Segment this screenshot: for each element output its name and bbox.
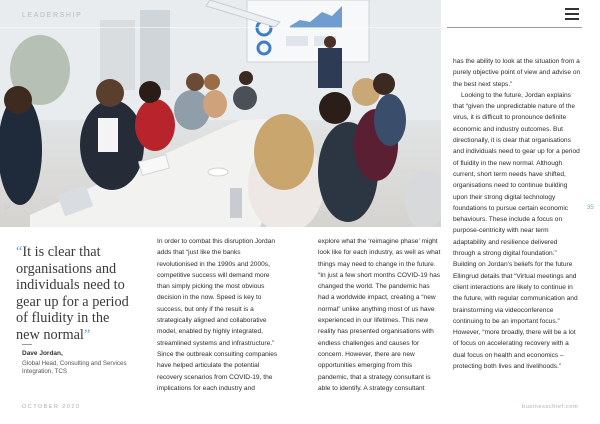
paragraph: explore what the ‘reimagine phase’ might look like for each industry, as well as what things may need to change in the future. “In just a few short months COVID-19 has changed the world. The pandemic has had a worldwide impact, creating a “new normal” unlike anything most of us have experienced in our lifetimes. This new reality has presented organisations with endless challenges and causes for concern. However, there are new opportunities emerging from this pandemic, that a strategy consultant is able to identify. A strategy consultant [318, 238, 441, 392]
page-number-left: 34 [4, 205, 11, 211]
paragraph: Looking to the future, Jordan explains that “given the unpredictable nature of the virus, it is difficult to pronounce definite economic and industry outcomes. But directionally, it is clear that organisations and individuals need to gear up for a period of fluidity in the new normal. Although current, short term needs have shifted, organisations need to continue building upon their strong digital technology foundations to pursue certain economic behaviours. These include a focus on purpose-centricity with near term adaptability and resilience delivered through a strong digital foundation.” Building on Jordan’s beliefs for the future Ellingrud details that “Virtual meetings and client interactions are likely to continue in the future, with regular communication and brainstorming via videoconference continuing to be an important focus.” However, “more broadly, there will be a lot of focus on accelerating recovery with a dual focus on health and economics – protecting both lives and livelihoods.” [453, 91, 580, 371]
attribution-role: Global Head, Consulting and Services Integration, TCS [22, 360, 127, 376]
attribution-name: Dave Jordan, [22, 350, 63, 357]
paragraph: has the ability to look at the situation from a purely objective point of view and advise on the best next steps.” [453, 58, 581, 88]
meeting-photo [0, 0, 441, 227]
website-link[interactable]: businesschief.com [522, 404, 579, 410]
article-column-center-1 [157, 236, 280, 394]
header-divider-left [0, 27, 441, 28]
hamburger-menu-icon[interactable] [565, 8, 579, 20]
section-label: LEADERSHIP [22, 12, 83, 19]
open-quote-mark: “ [16, 244, 23, 260]
attribution-divider [22, 344, 32, 345]
article-column-center-2 [318, 236, 442, 394]
article-column-right [453, 56, 581, 372]
issue-date: OCTOBER 2020 [22, 404, 81, 410]
close-quote-mark: ” [83, 326, 91, 343]
paragraph: In order to combat this disruption Jordan adds that “just like the banks revolutionised in the 1990s and 2000s, competitive success will demand more than simply picking the most obvious decision in the now. Speed is key to success, but only if the result is a strategically aligned and collaborative model, enabled by highly integrated, streamlined systems and infrastructure.” Since the outbreak consulting companies have helped articulate the potential recovery scenarios from COVID-19, the implications for each industry and [157, 238, 278, 392]
pull-quote [16, 244, 136, 344]
header-divider-right [447, 27, 582, 28]
pull-quote-text: It is clear that organisations and individuals need to gear up for a period of fluidity in the new normal [16, 244, 129, 343]
page-number-right: 35 [587, 205, 594, 211]
meeting-photo-illustration [0, 0, 441, 227]
